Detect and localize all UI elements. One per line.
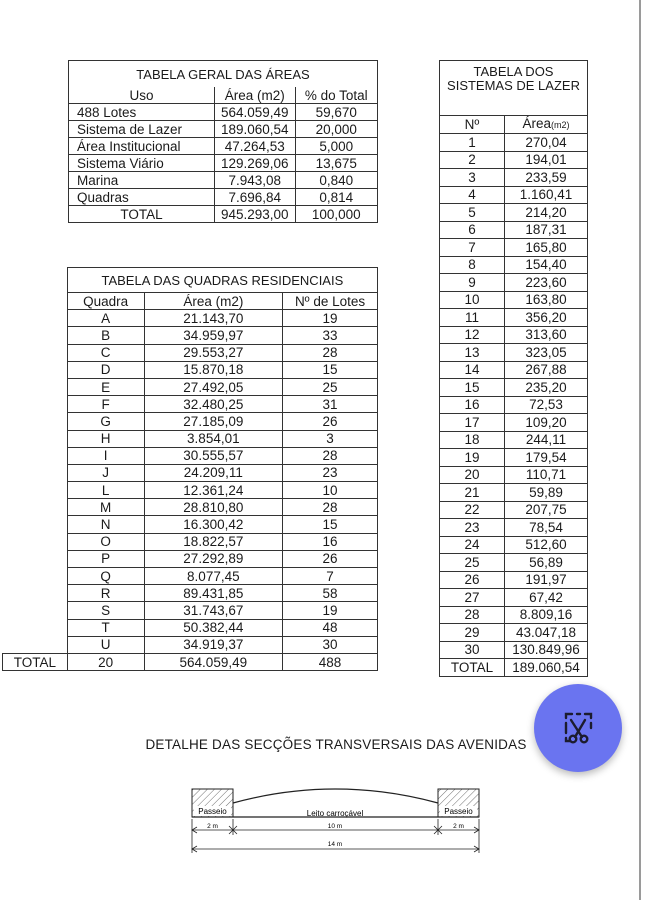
blank-cell xyxy=(3,585,68,602)
table-cell: 1 xyxy=(440,134,505,152)
table-row xyxy=(440,554,588,572)
table-row xyxy=(440,361,588,379)
table-cell: 191,97 xyxy=(505,571,588,589)
table-cell: Sistema de Lazer xyxy=(69,121,215,138)
table-cell: 267,88 xyxy=(505,361,588,379)
table-cell: B xyxy=(67,327,144,344)
page-edge-line xyxy=(639,0,641,900)
table-cell: C xyxy=(67,344,144,361)
table-cell: 19 xyxy=(283,602,378,619)
total-dimension: 14 m xyxy=(327,841,343,848)
table-cell: 19 xyxy=(440,449,505,467)
left-dimension: 2 m xyxy=(207,823,218,830)
table-cell: 59,89 xyxy=(505,484,588,502)
table-cell: M xyxy=(67,499,144,516)
table-cell: 10 xyxy=(440,291,505,309)
table-cell: 67,42 xyxy=(505,589,588,607)
blank-cell xyxy=(3,568,68,585)
general-areas-table xyxy=(68,60,378,223)
table-row xyxy=(440,186,588,204)
table-cell: P xyxy=(67,550,144,567)
blank-cell xyxy=(3,602,68,619)
table-cell: 29.553,27 xyxy=(144,344,283,361)
header-area: Área (m2) xyxy=(144,293,283,310)
table-cell: 15 xyxy=(283,361,378,378)
table-row xyxy=(440,431,588,449)
table-cell: 3 xyxy=(440,169,505,187)
avenue-cross-section-diagram xyxy=(185,783,485,855)
table-row xyxy=(440,519,588,537)
table-cell: F xyxy=(67,396,144,413)
table-cell: 488 Lotes xyxy=(69,104,215,121)
right-sidewalk-label: Passeio xyxy=(444,807,473,816)
center-dimension: 10 m xyxy=(327,823,343,830)
table-cell: 214,20 xyxy=(505,204,588,222)
table-cell: 8.809,16 xyxy=(505,606,588,624)
table-cell: 207,75 xyxy=(505,501,588,519)
table-row xyxy=(440,589,588,607)
table-row xyxy=(69,138,378,155)
table-cell: 233,59 xyxy=(505,169,588,187)
table-cell: 14 xyxy=(440,361,505,379)
header-area: Área (m2) xyxy=(214,87,295,104)
blank-cell xyxy=(3,619,68,636)
table-cell: 22 xyxy=(440,501,505,519)
section-title: DETALHE DAS SECÇÕES TRANSVERSAIS DAS AVENIDAS xyxy=(145,737,527,752)
blank-cell xyxy=(3,464,68,481)
table-cell: 23 xyxy=(283,464,378,481)
left-sidewalk-label: Passeio xyxy=(198,807,227,816)
table-cell: 48 xyxy=(283,619,378,636)
leisure-table-title: TABELA DOS SISTEMAS DE LAZER xyxy=(440,61,588,116)
table-cell: 0,840 xyxy=(295,172,377,189)
table-cell: 59,670 xyxy=(295,104,377,121)
table-row xyxy=(440,291,588,309)
total-label: TOTAL xyxy=(440,659,505,677)
table-cell: 165,80 xyxy=(505,239,588,257)
table-cell: 564.059,49 xyxy=(214,104,295,121)
header-quadra: Quadra xyxy=(67,293,144,310)
table-cell: 27.185,09 xyxy=(144,413,283,430)
table-cell: 0,814 xyxy=(295,189,377,206)
table-cell: 179,54 xyxy=(505,449,588,467)
table-cell: 11 xyxy=(440,309,505,327)
blank-cell xyxy=(3,268,68,293)
table-cell: 4 xyxy=(440,186,505,204)
header-lots: Nº de Lotes xyxy=(283,293,378,310)
table-row xyxy=(440,239,588,257)
table-cell: 21.143,70 xyxy=(144,310,283,327)
right-dimension: 2 m xyxy=(453,823,464,830)
table-cell: 244,11 xyxy=(505,431,588,449)
table-cell: N xyxy=(67,516,144,533)
leisure-total-row xyxy=(440,659,588,677)
header-percent: % do Total xyxy=(295,87,377,104)
table-row xyxy=(3,568,378,585)
table-cell: 24 xyxy=(440,536,505,554)
table-cell: 20 xyxy=(440,466,505,484)
table-row xyxy=(440,344,588,362)
table-row xyxy=(440,641,588,659)
table-cell: I xyxy=(67,447,144,464)
table-cell: 32.480,25 xyxy=(144,396,283,413)
table-row xyxy=(3,344,378,361)
table-cell: 15 xyxy=(283,516,378,533)
total-blocks: 20 xyxy=(67,653,144,670)
crop-tool-button[interactable] xyxy=(534,684,622,772)
table-row xyxy=(440,449,588,467)
table-row xyxy=(3,378,378,395)
table-cell: 13 xyxy=(440,344,505,362)
table-cell: 5 xyxy=(440,204,505,222)
table-cell: 3 xyxy=(283,430,378,447)
table-cell: 26 xyxy=(283,413,378,430)
table-cell: 29 xyxy=(440,624,505,642)
blank-cell xyxy=(3,361,68,378)
table-row xyxy=(3,413,378,430)
blank-cell xyxy=(3,378,68,395)
table-row xyxy=(440,151,588,169)
table-row xyxy=(69,189,378,206)
table-cell: 13,675 xyxy=(295,155,377,172)
table-row xyxy=(69,155,378,172)
table-row xyxy=(440,501,588,519)
table-row xyxy=(3,619,378,636)
table-cell: Quadras xyxy=(69,189,215,206)
table-row xyxy=(3,636,378,653)
table-row xyxy=(3,361,378,378)
table-cell: 34.919,37 xyxy=(144,636,283,653)
table-cell: 15.870,18 xyxy=(144,361,283,378)
blank-cell xyxy=(3,327,68,344)
table-cell: 12.361,24 xyxy=(144,482,283,499)
blank-cell xyxy=(3,482,68,499)
residential-blocks-table xyxy=(2,267,378,671)
table-cell: 3.854,01 xyxy=(144,430,283,447)
header-area xyxy=(505,116,588,134)
table-row xyxy=(440,379,588,397)
table-cell: Área Institucional xyxy=(69,138,215,155)
total-area: 945.293,00 xyxy=(214,206,295,223)
table-cell: R xyxy=(67,585,144,602)
table-cell: 313,60 xyxy=(505,326,588,344)
general-table-title: TABELA GERAL DAS ÁREAS xyxy=(69,61,378,88)
total-label: TOTAL xyxy=(3,653,68,670)
table-row xyxy=(3,499,378,516)
table-cell: U xyxy=(67,636,144,653)
table-cell: 16 xyxy=(440,396,505,414)
roadway-label: Leito carroçável xyxy=(306,809,364,818)
blank-cell xyxy=(3,447,68,464)
table-cell: 223,60 xyxy=(505,274,588,292)
blank-cell xyxy=(3,396,68,413)
table-cell: H xyxy=(67,430,144,447)
table-row xyxy=(440,624,588,642)
table-cell: 9 xyxy=(440,274,505,292)
table-row xyxy=(3,310,378,327)
table-cell: 19 xyxy=(283,310,378,327)
blank-cell xyxy=(3,344,68,361)
blank-cell xyxy=(3,293,68,310)
table-cell: 43.047,18 xyxy=(505,624,588,642)
general-total-row xyxy=(69,206,378,223)
table-row xyxy=(3,550,378,567)
road-crown-curve xyxy=(233,789,438,803)
table-cell: 16 xyxy=(283,533,378,550)
table-cell: 34.959,97 xyxy=(144,327,283,344)
total-area: 564.059,49 xyxy=(144,653,283,670)
table-row xyxy=(440,221,588,239)
table-cell: 56,89 xyxy=(505,554,588,572)
blocks-total-row xyxy=(3,653,378,670)
total-percent: 100,000 xyxy=(295,206,377,223)
table-row xyxy=(440,536,588,554)
table-cell: L xyxy=(67,482,144,499)
table-cell: 10 xyxy=(283,482,378,499)
table-row xyxy=(3,516,378,533)
table-row xyxy=(3,585,378,602)
table-row xyxy=(3,533,378,550)
table-cell: 6 xyxy=(440,221,505,239)
table-row xyxy=(440,606,588,624)
table-cell: 28.810,80 xyxy=(144,499,283,516)
table-cell: 89.431,85 xyxy=(144,585,283,602)
table-cell: 356,20 xyxy=(505,309,588,327)
table-row xyxy=(69,172,378,189)
table-cell: 7.696,84 xyxy=(214,189,295,206)
table-cell: 25 xyxy=(283,378,378,395)
table-cell: 30 xyxy=(440,641,505,659)
table-cell: 33 xyxy=(283,327,378,344)
table-cell: A xyxy=(67,310,144,327)
table-row xyxy=(3,464,378,481)
table-cell: 24.209,11 xyxy=(144,464,283,481)
total-label: TOTAL xyxy=(69,206,215,223)
table-cell: 20,000 xyxy=(295,121,377,138)
table-row xyxy=(440,571,588,589)
table-cell: 25 xyxy=(440,554,505,572)
table-row xyxy=(440,309,588,327)
blank-cell xyxy=(3,413,68,430)
blank-cell xyxy=(3,430,68,447)
table-cell: 7.943,08 xyxy=(214,172,295,189)
table-row xyxy=(69,104,378,121)
table-cell: 72,53 xyxy=(505,396,588,414)
table-row xyxy=(440,274,588,292)
table-row xyxy=(3,447,378,464)
table-row xyxy=(3,430,378,447)
table-cell: 235,20 xyxy=(505,379,588,397)
header-area-unit: (m2) xyxy=(551,120,570,130)
table-cell: 50.382,44 xyxy=(144,619,283,636)
table-cell: 21 xyxy=(440,484,505,502)
table-row xyxy=(440,466,588,484)
table-row xyxy=(440,134,588,152)
table-row xyxy=(3,482,378,499)
table-cell: 270,04 xyxy=(505,134,588,152)
header-area-label: Área xyxy=(522,116,552,131)
table-cell: 154,40 xyxy=(505,256,588,274)
table-cell: 78,54 xyxy=(505,519,588,537)
table-cell: Marina xyxy=(69,172,215,189)
table-cell: 189.060,54 xyxy=(214,121,295,138)
table-cell: 26 xyxy=(440,571,505,589)
table-cell: 23 xyxy=(440,519,505,537)
header-number: Nº xyxy=(440,116,505,134)
table-cell: 47.264,53 xyxy=(214,138,295,155)
table-row xyxy=(3,396,378,413)
header-uso: Uso xyxy=(69,87,215,104)
table-row xyxy=(3,327,378,344)
table-cell: 28 xyxy=(283,447,378,464)
blank-cell xyxy=(3,310,68,327)
table-cell: 27.292,89 xyxy=(144,550,283,567)
table-cell: E xyxy=(67,378,144,395)
table-row xyxy=(440,169,588,187)
table-cell: 17 xyxy=(440,414,505,432)
table-cell: 512,60 xyxy=(505,536,588,554)
blank-cell xyxy=(3,533,68,550)
table-cell: 5,000 xyxy=(295,138,377,155)
table-cell: 16.300,42 xyxy=(144,516,283,533)
table-row xyxy=(440,414,588,432)
table-cell: 31 xyxy=(283,396,378,413)
blank-cell xyxy=(3,516,68,533)
table-cell: 28 xyxy=(283,499,378,516)
table-cell: 28 xyxy=(283,344,378,361)
total-area: 189.060,54 xyxy=(505,659,588,677)
table-cell: Q xyxy=(67,568,144,585)
total-lots: 488 xyxy=(283,653,378,670)
table-cell: 129.269,06 xyxy=(214,155,295,172)
table-cell: 8.077,45 xyxy=(144,568,283,585)
table-cell: J xyxy=(67,464,144,481)
table-row xyxy=(440,484,588,502)
table-cell: 1.160,41 xyxy=(505,186,588,204)
table-cell: 58 xyxy=(283,585,378,602)
table-cell: 12 xyxy=(440,326,505,344)
blank-cell xyxy=(3,636,68,653)
table-cell: 30.555,57 xyxy=(144,447,283,464)
table-cell: 7 xyxy=(440,239,505,257)
table-row xyxy=(440,326,588,344)
table-cell: 27 xyxy=(440,589,505,607)
table-cell: 110,71 xyxy=(505,466,588,484)
table-cell: S xyxy=(67,602,144,619)
table-cell: 18.822,57 xyxy=(144,533,283,550)
table-cell: 7 xyxy=(283,568,378,585)
table-cell: 30 xyxy=(283,636,378,653)
table-cell: Sistema Viário xyxy=(69,155,215,172)
table-row xyxy=(440,396,588,414)
table-cell: G xyxy=(67,413,144,430)
table-cell: 28 xyxy=(440,606,505,624)
table-row xyxy=(69,121,378,138)
table-cell: 163,80 xyxy=(505,291,588,309)
table-cell: 31.743,67 xyxy=(144,602,283,619)
table-cell: 26 xyxy=(283,550,378,567)
blank-cell xyxy=(3,550,68,567)
table-cell: 27.492,05 xyxy=(144,378,283,395)
table-cell: 8 xyxy=(440,256,505,274)
table-row xyxy=(440,256,588,274)
table-cell: D xyxy=(67,361,144,378)
table-row xyxy=(3,602,378,619)
table-cell: 130.849,96 xyxy=(505,641,588,659)
table-cell: 187,31 xyxy=(505,221,588,239)
table-cell: O xyxy=(67,533,144,550)
table-row xyxy=(440,204,588,222)
table-cell: 323,05 xyxy=(505,344,588,362)
leisure-systems-table xyxy=(439,60,588,677)
table-cell: T xyxy=(67,619,144,636)
table-cell: 2 xyxy=(440,151,505,169)
table-cell: 15 xyxy=(440,379,505,397)
table-cell: 18 xyxy=(440,431,505,449)
table-cell: 109,20 xyxy=(505,414,588,432)
blank-cell xyxy=(3,499,68,516)
blocks-table-title: TABELA DAS QUADRAS RESIDENCIAIS xyxy=(67,268,377,293)
table-cell: 194,01 xyxy=(505,151,588,169)
